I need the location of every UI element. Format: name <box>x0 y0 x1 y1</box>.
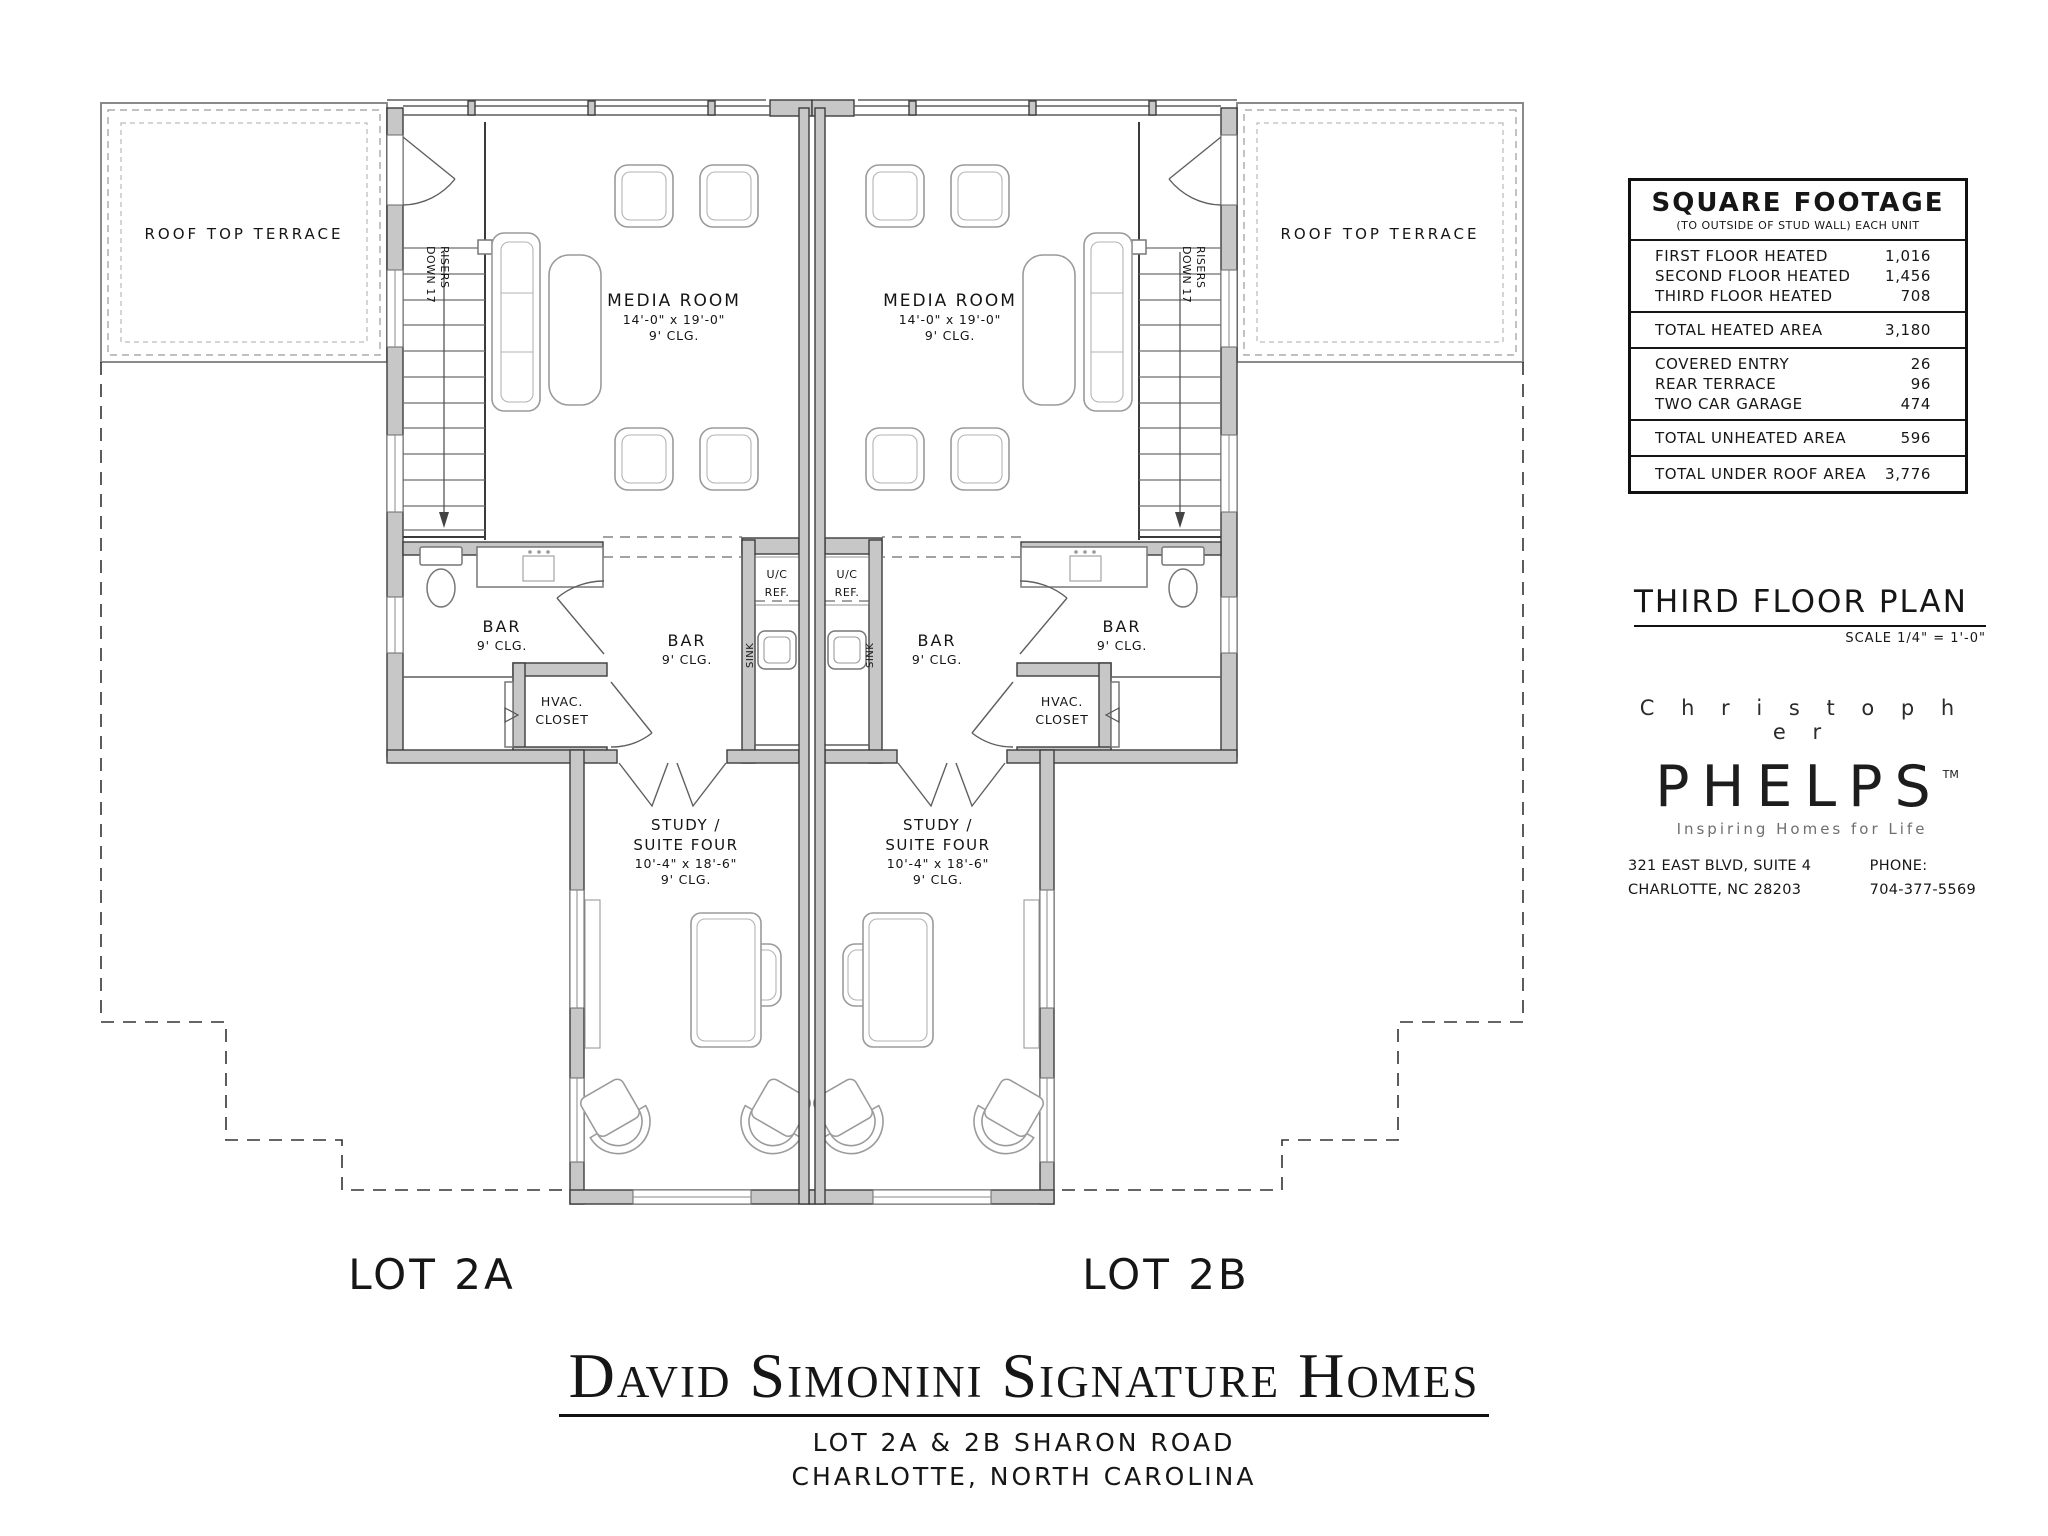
study-label-2a-1: STUDY / <box>651 816 721 834</box>
terrace-label-2a: ROOF TOP TERRACE <box>144 225 344 243</box>
table-row <box>1631 286 1965 306</box>
bar-door <box>557 581 604 654</box>
study-label-2b-1: STUDY / <box>903 816 973 834</box>
firm-address-line2: CHARLOTTE, NC 28203 <box>1628 882 1802 898</box>
table-row-total-under-roof <box>1631 457 1965 491</box>
stairs-label-2b-2: RISERS <box>1194 246 1207 289</box>
row-label: THIRD FLOOR HEATED <box>1655 287 1833 305</box>
row-value: 1,456 <box>1885 267 1931 285</box>
study-dims-2b: 10'-4" x 18'-6" <box>886 856 990 871</box>
study-clg-2b: 9' CLG. <box>912 872 964 887</box>
row-label: TOTAL UNHEATED AREA <box>1655 429 1847 447</box>
stairs <box>403 122 492 540</box>
row-value: 26 <box>1910 355 1931 373</box>
builder-title: David Simonini Signature Homes <box>559 1344 1490 1417</box>
builder-title-row <box>0 1340 2048 1417</box>
row-value: 708 <box>1900 287 1931 305</box>
ucref-label-2a-1: U/C <box>766 568 788 581</box>
party-wall <box>799 108 825 1204</box>
row-value: 96 <box>1910 375 1931 393</box>
bar-label-2a: BAR <box>667 631 707 650</box>
table-row-total-unheated <box>1631 421 1965 455</box>
terrace-label-2b: ROOF TOP TERRACE <box>1280 225 1480 243</box>
row-label: TOTAL HEATED AREA <box>1655 321 1823 339</box>
row-label: FIRST FLOOR HEATED <box>1655 247 1829 265</box>
row-label: COVERED ENTRY <box>1655 355 1790 373</box>
hvac-door <box>611 682 652 747</box>
firm-last-name: PHELPS <box>1655 754 1943 820</box>
project-address-line2: CHARLOTTE, NORTH CAROLINA <box>791 1462 1257 1491</box>
media-room-dims-2b: 14'-0" x 19'-0" <box>898 312 1002 327</box>
stairs-label-2a-1: DOWN 17 <box>424 246 437 304</box>
sink-label-2a: SINK <box>745 642 756 668</box>
row-label: SECOND FLOOR HEATED <box>1655 267 1851 285</box>
square-footage-title: SQUARE FOOTAGE <box>1651 188 1945 218</box>
firm-first-name: C h r i s t o p h e r <box>1639 696 1965 744</box>
stairs-label-2a-2: RISERS <box>438 246 451 289</box>
firm-address-line1: 321 EAST BLVD, SUITE 4 <box>1628 858 1812 874</box>
bar-bath-label-2a: BAR <box>482 617 522 636</box>
row-label: TWO CAR GARAGE <box>1655 395 1803 413</box>
study-clg-2a: 9' CLG. <box>660 872 712 887</box>
hvac-label-2a-1: HVAC. <box>540 694 584 709</box>
media-room-label-2b: MEDIA ROOM <box>883 291 1017 311</box>
table-row <box>1631 354 1965 374</box>
row-value: 596 <box>1900 429 1931 447</box>
hvac-label-2b-2: CLOSET <box>1035 712 1089 727</box>
stairs-label-2b-1: DOWN 17 <box>1180 246 1193 304</box>
small-closet <box>403 677 518 747</box>
study-french-doors <box>619 763 726 806</box>
firm-address-block <box>1628 854 1976 902</box>
study-dims-2a: 10'-4" x 18'-6" <box>634 856 738 871</box>
bar-clg-2a: 9' CLG. <box>661 652 713 667</box>
row-label: REAR TERRACE <box>1655 375 1777 393</box>
ucref-label-2b-1: U/C <box>836 568 858 581</box>
bar-bath-clg-2a: 9' CLG. <box>476 638 528 653</box>
table-row <box>1631 394 1965 414</box>
trademark-symbol: TM <box>1942 768 1959 781</box>
hvac-label-2b-1: HVAC. <box>1040 694 1084 709</box>
stair-down-arrow <box>439 512 449 528</box>
ucref-label-2a-2: REF. <box>764 586 790 599</box>
row-value: 3,180 <box>1885 321 1931 339</box>
media-room-dims-2a: 14'-0" x 19'-0" <box>622 312 726 327</box>
bar-bath-label-2b: BAR <box>1102 617 1142 636</box>
firm-address <box>1628 854 1811 902</box>
study-label-2b-2: SUITE FOUR <box>885 836 991 854</box>
media-room-clg-2a: 9' CLG. <box>648 328 700 343</box>
table-row-total-heated <box>1631 313 1965 347</box>
bar-bath-clg-2b: 9' CLG. <box>1096 638 1148 653</box>
bar-clg-2b: 9' CLG. <box>911 652 963 667</box>
bar-label-2b: BAR <box>917 631 957 650</box>
row-value: 3,776 <box>1885 465 1931 483</box>
table-row <box>1631 246 1965 266</box>
property-dashed-line <box>101 362 570 1190</box>
table-row <box>1631 374 1965 394</box>
media-room-label-2a: MEDIA ROOM <box>607 291 741 311</box>
table-row <box>1631 266 1965 286</box>
firm-phone-number: 704-377-5569 <box>1869 882 1976 898</box>
plan-title: THIRD FLOOR PLAN <box>1634 584 1986 627</box>
lot-2a-label: LOT 2A <box>348 1250 516 1299</box>
top-window-band <box>387 100 770 115</box>
firm-logo <box>1638 744 1976 818</box>
terrace-door <box>403 137 455 205</box>
row-label: TOTAL UNDER ROOF AREA <box>1655 465 1867 483</box>
hvac-label-2a-2: CLOSET <box>535 712 589 727</box>
firm-logo-block <box>1628 696 1976 902</box>
ucref-label-2b-2: REF. <box>834 586 860 599</box>
firm-phone-block <box>1870 854 1976 902</box>
media-room-furniture <box>492 165 758 490</box>
study-label-2a-2: SUITE FOUR <box>633 836 739 854</box>
square-footage-subtitle: (TO OUTSIDE OF STUD WALL) EACH UNIT <box>1676 219 1920 232</box>
media-room-clg-2b: 9' CLG. <box>924 328 976 343</box>
firm-phone-label: PHONE: <box>1869 858 1928 874</box>
row-value: 474 <box>1900 395 1931 413</box>
plan-scale: SCALE 1/4" = 1'-0" <box>1845 631 1986 646</box>
plan-title-block <box>1634 584 1986 646</box>
sink-label-2b: SINK <box>865 642 876 668</box>
square-footage-table <box>1628 178 1968 494</box>
project-address-line1: LOT 2A & 2B SHARON ROAD <box>812 1428 1236 1457</box>
firm-tagline: Inspiring Homes for Life <box>1676 820 1928 838</box>
study-furniture <box>571 900 819 1165</box>
row-value: 1,016 <box>1885 247 1931 265</box>
lot-2b-label: LOT 2B <box>1082 1250 1250 1299</box>
